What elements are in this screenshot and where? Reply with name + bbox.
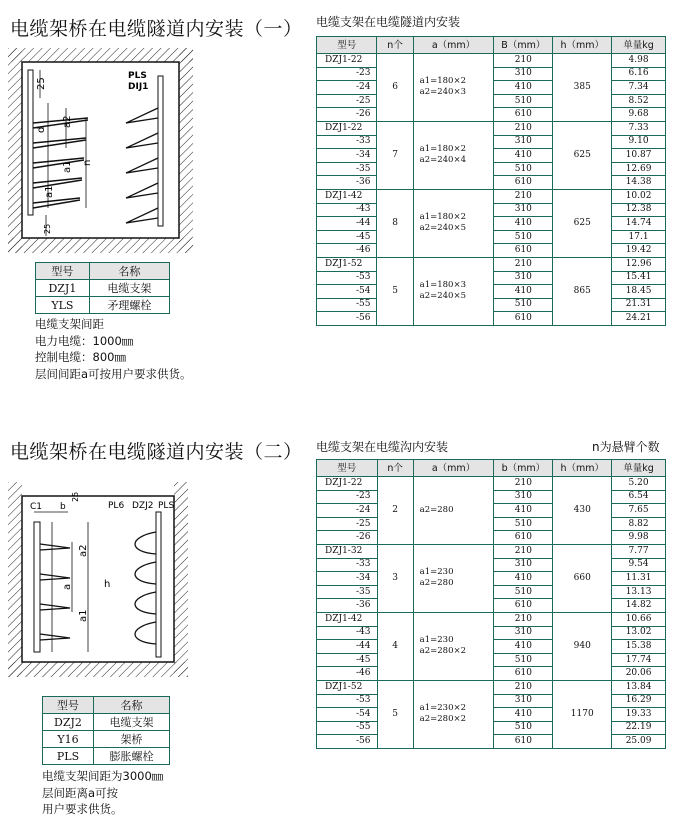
diagram2-label-a: a	[62, 583, 73, 590]
b-cell: 410	[494, 285, 553, 299]
legend2-model: PLS	[43, 748, 94, 765]
weight-cell: 25.09	[612, 735, 666, 749]
legend1-model: YLS	[36, 297, 90, 314]
b-cell: 410	[494, 149, 553, 163]
a-value: a2=240×5	[419, 291, 466, 302]
b-cell: 410	[494, 217, 553, 231]
legend2-header-name: 名称	[93, 697, 169, 714]
table-header-cell: 单量kg	[612, 37, 666, 54]
b-cell: 310	[494, 271, 553, 285]
model-cell: -23	[317, 67, 377, 81]
b-cell: 410	[494, 572, 553, 586]
weight-cell: 16.29	[612, 694, 666, 708]
model-cell: -53	[317, 694, 378, 708]
b-cell: 510	[494, 298, 553, 312]
h-cell: 660	[553, 544, 612, 612]
a-value: a2=240×5	[419, 223, 466, 234]
weight-cell: 8.52	[612, 94, 666, 108]
weight-cell: 12.96	[612, 257, 666, 271]
model-cell: -33	[317, 558, 378, 572]
a-value: a1=180×2	[419, 144, 466, 155]
h-cell: 940	[553, 612, 612, 680]
n-cell: 3	[377, 544, 413, 612]
note-line: 用户要求供货。	[42, 802, 123, 816]
weight-cell: 13.02	[612, 626, 666, 640]
b-cell: 610	[494, 176, 553, 190]
diagram2-label-dzj2: DZJ2	[132, 501, 154, 511]
weight-cell: 11.31	[612, 572, 666, 586]
legend2-header-model: 型号	[43, 697, 94, 714]
a-cell	[413, 477, 494, 545]
model-cell: -35	[317, 162, 377, 176]
model-cell: -33	[317, 135, 377, 149]
section2-spec-table	[316, 459, 666, 749]
h-cell: 1170	[553, 680, 612, 748]
b-cell: 510	[494, 653, 553, 667]
diagram1-label-a2: a2	[62, 115, 73, 128]
table-row	[317, 54, 666, 68]
b-cell: 610	[494, 244, 553, 258]
diagram1-label-d: d	[36, 126, 47, 133]
b-cell: 210	[494, 189, 553, 203]
legend2-model: Y16	[43, 731, 94, 748]
weight-cell: 13.84	[612, 680, 666, 694]
table-row	[317, 121, 666, 135]
weight-cell: 19.42	[612, 244, 666, 258]
model-cell: DZJ1-22	[317, 121, 377, 135]
weight-cell: 9.98	[612, 531, 666, 545]
weight-cell: 17.1	[612, 230, 666, 244]
model-cell: DZJ1-22	[317, 477, 378, 491]
weight-cell: 24.21	[612, 312, 666, 326]
a-value: a1=230	[419, 567, 454, 578]
weight-cell: 6.54	[612, 490, 666, 504]
b-cell: 310	[494, 67, 553, 81]
weight-cell: 15.41	[612, 271, 666, 285]
b-cell: 210	[494, 612, 553, 626]
diagram2-label-c1: C1	[30, 502, 43, 512]
diagram2-label-pls: PLS	[158, 501, 175, 511]
b-cell: 310	[494, 490, 553, 504]
weight-cell: 13.13	[612, 585, 666, 599]
legend2-name: 电缆支架	[93, 714, 169, 731]
model-cell: DZJ1-52	[317, 680, 378, 694]
model-cell: DZJ1-52	[317, 257, 377, 271]
b-cell: 310	[494, 694, 553, 708]
a-cell	[413, 121, 494, 189]
diagram2-label-a1: a1	[78, 609, 89, 622]
a-cell	[413, 54, 494, 122]
weight-cell: 6.16	[612, 67, 666, 81]
h-cell: 430	[553, 477, 612, 545]
b-cell: 610	[494, 667, 553, 681]
model-cell: -43	[317, 203, 377, 217]
n-cell: 2	[377, 477, 413, 545]
a-value: a2=280×2	[419, 646, 467, 657]
model-cell: -34	[317, 149, 377, 163]
model-cell: -46	[317, 244, 377, 258]
legend1-header-name: 名称	[89, 263, 169, 280]
weight-cell: 7.33	[612, 121, 666, 135]
model-cell: -36	[317, 176, 377, 190]
b-cell: 510	[494, 585, 553, 599]
note-line: 电力电缆：1000㎜	[35, 333, 134, 348]
b-cell: 510	[494, 94, 553, 108]
model-cell: -35	[317, 585, 378, 599]
section2-notes	[42, 768, 163, 818]
section1-table-title: 电缆支架在电缆隧道内安装	[316, 15, 461, 29]
model-cell: -44	[317, 217, 377, 231]
weight-cell: 10.87	[612, 149, 666, 163]
b-cell: 510	[494, 517, 553, 531]
model-cell: -43	[317, 626, 378, 640]
section1-legend-table	[35, 262, 170, 314]
weight-cell: 9.68	[612, 108, 666, 122]
diagram2-label-b: b	[60, 502, 66, 512]
a-cell	[413, 612, 494, 680]
table-header-cell: a（mm）	[413, 37, 494, 54]
weight-cell: 14.38	[612, 176, 666, 190]
section2-legend-table	[42, 696, 170, 765]
table-header-cell: a（mm）	[413, 460, 494, 477]
weight-cell: 14.74	[612, 217, 666, 231]
model-cell: -46	[317, 667, 378, 681]
note-line: 层间距离a可按	[42, 785, 119, 800]
section1-tunnel-diagram	[8, 48, 193, 253]
table-header-cell: h（mm）	[553, 460, 612, 477]
model-cell: -24	[317, 504, 378, 518]
section1-title: 电缆架桥在电缆隧道内安装（一）	[10, 18, 303, 40]
section2-title: 电缆架桥在电缆隧道内安装（二）	[10, 441, 303, 463]
weight-cell: 22.19	[612, 721, 666, 735]
note-line: 电缆支架间距	[35, 317, 104, 331]
a-value: a1=180×3	[419, 280, 466, 291]
table-header-cell: 单量kg	[612, 460, 666, 477]
b-cell: 210	[494, 477, 553, 491]
weight-cell: 19.33	[612, 708, 666, 722]
model-cell: -34	[317, 572, 378, 586]
weight-cell: 12.38	[612, 203, 666, 217]
n-cell: 4	[377, 612, 413, 680]
b-cell: 510	[494, 721, 553, 735]
weight-cell: 7.34	[612, 81, 666, 95]
diagram2-label-pl6: PL6	[108, 501, 125, 511]
model-cell: DZJ1-22	[317, 54, 377, 68]
weight-cell: 5.20	[612, 477, 666, 491]
h-cell: 625	[553, 121, 612, 189]
model-cell: -54	[317, 285, 377, 299]
b-cell: 510	[494, 230, 553, 244]
weight-cell: 4.98	[612, 54, 666, 68]
b-cell: 610	[494, 531, 553, 545]
a-value: a1=230×2	[419, 703, 467, 714]
weight-cell: 20.06	[612, 667, 666, 681]
a-value: a1=230	[419, 635, 454, 646]
legend2-name: 膨胀螺栓	[93, 748, 169, 765]
table-header-cell: h（mm）	[553, 37, 612, 54]
model-cell: -55	[317, 298, 377, 312]
diagram2-label-h: h	[104, 579, 111, 590]
model-cell: -44	[317, 640, 378, 654]
table-header-cell: 型号	[317, 460, 378, 477]
b-cell: 210	[494, 544, 553, 558]
diagram1-label-dij1: DIJ1	[128, 82, 149, 92]
model-cell: -25	[317, 94, 377, 108]
table-header-cell: n个	[377, 37, 413, 54]
weight-cell: 7.77	[612, 544, 666, 558]
note-line: 层间间距a可按用户要求供货。	[35, 366, 192, 381]
section2-table-title: 电缆支架在电缆沟内安装	[316, 440, 449, 454]
weight-cell: 10.66	[612, 612, 666, 626]
note-line: 电缆支架间距为3000㎜	[42, 769, 164, 783]
model-cell: DZJ1-32	[317, 544, 378, 558]
table-row	[317, 257, 666, 271]
model-cell: -26	[317, 531, 378, 545]
n-cell: 6	[377, 54, 413, 122]
table-row	[317, 477, 666, 491]
diagram1-label-25: 25	[36, 77, 47, 90]
a-value: a2=280	[419, 578, 454, 589]
table-row	[317, 680, 666, 694]
model-cell: -56	[317, 312, 377, 326]
diagram1-label-pls: PLS	[128, 71, 147, 81]
model-cell: -45	[317, 653, 378, 667]
weight-cell: 15.38	[612, 640, 666, 654]
a-value: a1=180×2	[419, 76, 466, 87]
weight-cell: 12.69	[612, 162, 666, 176]
b-cell: 210	[494, 257, 553, 271]
legend1-name: 电缆支架	[89, 280, 169, 297]
b-cell: 610	[494, 735, 553, 749]
b-cell: 610	[494, 599, 553, 613]
table-row	[317, 544, 666, 558]
weight-cell: 8.82	[612, 517, 666, 531]
b-cell: 310	[494, 626, 553, 640]
model-cell: -36	[317, 599, 378, 613]
table-row	[317, 612, 666, 626]
weight-cell: 9.10	[612, 135, 666, 149]
b-cell: 410	[494, 640, 553, 654]
h-cell: 625	[553, 189, 612, 257]
table-header-cell: b（mm）	[494, 460, 553, 477]
weight-cell: 17.74	[612, 653, 666, 667]
legend1-header-model: 型号	[36, 263, 90, 280]
model-cell: -24	[317, 81, 377, 95]
weight-cell: 21.31	[612, 298, 666, 312]
weight-cell: 9.54	[612, 558, 666, 572]
a-cell	[413, 544, 494, 612]
section2-table-note: n为悬臂个数	[592, 440, 660, 454]
diagram1-label-a1: a1	[62, 160, 73, 173]
a-value: a2=240×3	[419, 87, 466, 98]
diagram1-label-n: n	[82, 159, 93, 166]
diagram1-label-a1b: a1	[44, 185, 55, 198]
diagram2-label-a2: a2	[78, 544, 89, 557]
model-cell: -45	[317, 230, 377, 244]
legend1-name: 矛理螺栓	[89, 297, 169, 314]
b-cell: 310	[494, 135, 553, 149]
b-cell: 410	[494, 708, 553, 722]
diagram1-label-25-bottom: 25	[43, 223, 52, 234]
table-row	[317, 189, 666, 203]
legend2-name: 架桥	[93, 731, 169, 748]
model-cell: DZJ1-42	[317, 612, 378, 626]
weight-cell: 7.65	[612, 504, 666, 518]
h-cell: 385	[553, 54, 612, 122]
model-cell: -23	[317, 490, 378, 504]
section1-spec-table	[316, 36, 666, 326]
b-cell: 510	[494, 162, 553, 176]
model-cell: -26	[317, 108, 377, 122]
h-cell: 865	[553, 257, 612, 325]
model-cell: -55	[317, 721, 378, 735]
n-cell: 5	[377, 257, 413, 325]
n-cell: 8	[377, 189, 413, 257]
table-header-cell: 型号	[317, 37, 377, 54]
a-value: a2=280×2	[419, 714, 467, 725]
weight-cell: 14.82	[612, 599, 666, 613]
a-value: a2=240×4	[419, 155, 466, 166]
a-cell	[413, 189, 494, 257]
a-cell	[413, 680, 494, 748]
b-cell: 310	[494, 558, 553, 572]
b-cell: 610	[494, 312, 553, 326]
b-cell: 310	[494, 203, 553, 217]
model-cell: -53	[317, 271, 377, 285]
b-cell: 410	[494, 504, 553, 518]
model-cell: -54	[317, 708, 378, 722]
model-cell: DZJ1-42	[317, 189, 377, 203]
weight-cell: 18.45	[612, 285, 666, 299]
model-cell: -56	[317, 735, 378, 749]
section1-notes	[35, 316, 192, 382]
a-value: a1=180×2	[419, 212, 466, 223]
model-cell: -25	[317, 517, 378, 531]
b-cell: 610	[494, 108, 553, 122]
diagram2-label-25: 25	[71, 491, 80, 502]
section2-trench-diagram	[8, 482, 188, 677]
table-header-cell: B（mm）	[494, 37, 553, 54]
n-cell: 7	[377, 121, 413, 189]
b-cell: 210	[494, 54, 553, 68]
b-cell: 410	[494, 81, 553, 95]
table-header-cell: n个	[377, 460, 413, 477]
note-line: 控制电缆：800㎜	[35, 350, 126, 364]
a-cell	[413, 257, 494, 325]
a-value: a2=280	[419, 504, 454, 515]
b-cell: 210	[494, 680, 553, 694]
n-cell: 5	[377, 680, 413, 748]
b-cell: 210	[494, 121, 553, 135]
weight-cell: 10.02	[612, 189, 666, 203]
legend2-model: DZJ2	[43, 714, 94, 731]
legend1-model: DZJ1	[36, 280, 90, 297]
